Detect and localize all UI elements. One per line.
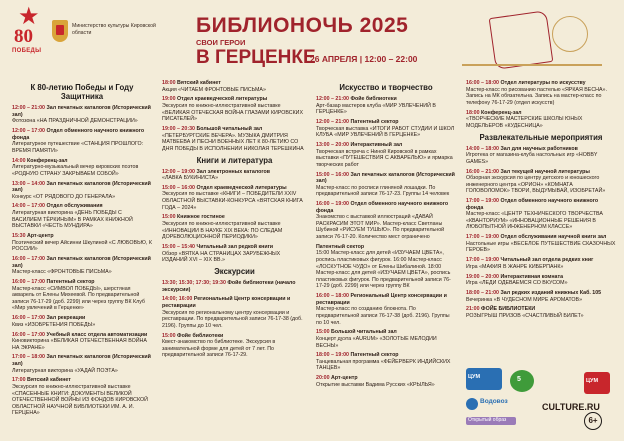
- event-description: Игра «МАФИЯ В ЖАНРЕ КИБЕРПАНК»: [466, 263, 564, 270]
- event-time: 13:00 – 20:00: [316, 141, 349, 148]
- event-time: 17:00 – 19:00: [466, 234, 499, 241]
- event-description: Обзорная экскурсия по центру детского и юношеского инженерного центра «ОРИОН» «КОМНАТА ГОЛОВОЛОМОК» ТВОРИ, ВЫДУМЫВАЙ, ИЗОБРЕТАЙ»: [466, 175, 606, 195]
- partner-logo: [510, 370, 534, 392]
- event-description: Квест-знакомство по библиотеке. Экскурсия в занимательной форме для детей от 7 лет. По предварительной записи 76-17-29.: [162, 339, 276, 359]
- event-item: [162, 214, 307, 240]
- event-time: 12:00 – 21:00: [12, 105, 45, 111]
- event-time: 15:30: [12, 233, 26, 240]
- event-item: [162, 126, 307, 152]
- event-time: 15:00: [162, 332, 176, 339]
- event-place: Отдел обслуживания научной книги зал: [500, 234, 607, 241]
- event-place: Зал печатных каталогов (Исторический зал): [12, 256, 151, 269]
- event-place: Конференц-зал: [481, 109, 522, 116]
- event-time: 19:00: [162, 96, 176, 103]
- event-item: [466, 80, 616, 106]
- event-item: [12, 279, 152, 312]
- event-description: Экскурсия по книжно-иллюстративной выставке «СПАСЕННЫЕ КНИГИ: ДОКУМЕНТЫ ВЕЛИКОЙ ОТЕЧЕСТВЕННОЙ ВОЙНЫ ИЗ ФОНДОВ КИРОВСКОЙ ОБЛАСТНОЙ НАУЧНОЙ БИБЛИОТЕКИ ИМ. А. И. ГЕРЦЕНА»: [12, 384, 148, 417]
- event-datetime: 26 АПРЕЛЯ | 12:00 – 22:00: [310, 54, 418, 64]
- event-place: Отдел краеведческой литературы: [177, 96, 268, 103]
- event-time: 16:00 – 18:00: [316, 293, 349, 300]
- event-item: [12, 332, 152, 352]
- event-place: Отдел обменного научного книжного фонда: [316, 201, 449, 214]
- event-item: [316, 142, 456, 168]
- event-time: 20:00: [316, 375, 330, 382]
- ministry-text: Министерство культуры Кировской области: [72, 23, 156, 36]
- partner-logo-text: 5: [517, 376, 521, 383]
- event-item: [12, 315, 152, 328]
- event-description: Мастер-класс по росписи глиняной лошадки. По предварительной записи 76-17-23. Группы 14 человек: [316, 184, 450, 198]
- event-place: Фойе библиотеки (начало экскурсии): [162, 279, 296, 293]
- event-item: [162, 96, 307, 122]
- event-item: [316, 172, 456, 198]
- event-time: 15:00 – 16:00: [162, 184, 195, 191]
- event-item: [316, 293, 456, 326]
- event-place: Отдел обменного научного книжного фонда: [466, 198, 599, 211]
- event-item: [162, 185, 307, 211]
- event-item: [316, 352, 456, 372]
- event-time: 12:00 – 19:00: [162, 168, 195, 175]
- event-place: Патентный сектор: [316, 243, 365, 250]
- star-icon: ★: [18, 3, 40, 30]
- event-description: Киновикторина «ВЕЛИКАЯ ОТЕЧЕСТВЕННАЯ ВОЙНА НА ЭКРАНЕ»: [12, 338, 147, 351]
- logo-80-number: 80: [14, 26, 33, 47]
- event-description: Игра «ЛЕДИ ОДЕВАЕМСЯ СО ВКУСОМ»: [466, 280, 568, 287]
- event-time: 16:00 – 21:00: [466, 168, 499, 175]
- event-time: 15:00: [162, 214, 176, 221]
- event-place: Зал печатных каталогов (Исторический зал): [12, 354, 151, 368]
- event-place: Зал электронных каталогов: [196, 168, 270, 175]
- event-description: Мастер-класс по созданию блокнота. По предварительной записи 76-17-38 (доб. 2196). Группы по 10 чел.: [316, 306, 450, 326]
- event-time: 16:00 – 17:00: [12, 278, 45, 285]
- event-description: Творческая выставка «ИТОГИ РАБОТ СТУДИИ И ШКОЛ КЛУБА «МИР УВЛЕЧЕНИЙ В ГЕРЦЕНКЕ»: [316, 125, 455, 139]
- event-place: Отдел обслуживания: [46, 203, 103, 210]
- event-place: Патентный сектор: [350, 118, 399, 125]
- event-place: Зал текущей научной литературы: [500, 168, 590, 175]
- ministry-logo: [52, 20, 160, 50]
- event-item: [316, 244, 456, 290]
- event-description: Знакомство с выставкой иллюстраций «ДАВАЙ РАСКРАСИМ ЭТОТ МИР». Мастер-класс Светланы Шубиной «РИСУЕМ ТУШЬЮ». По предварительной записи 76-17-20. Количество мест ограничено: [316, 214, 445, 241]
- logo-80-word: ПОБЕДЫ: [12, 48, 42, 54]
- event-description: Мастер-класс по рисованию пастелью «ЯРКАЯ ВЕСНА». Запись на МК обязательна. Запись на мастер-класс по телефону 76-17-29 (отдел искусств): [466, 86, 607, 106]
- event-item: [466, 110, 616, 130]
- event-item: [12, 377, 152, 417]
- event-item: [12, 128, 152, 154]
- event-place: Зал редких изданий книжных Каб. 105: [500, 289, 602, 296]
- event-list: [466, 146, 616, 320]
- event-time: 15:00 – 15:40: [162, 244, 195, 250]
- event-time: 17:00 – 19:00: [466, 257, 499, 264]
- event-place: Патентный сектор: [350, 352, 399, 359]
- event-description: Мастер-класс «СИМВОЛ ПОБЕДЫ», шерстяная акварель от Елены Михеевой. По предварительной записи 76-17-29 (доб. 2299) или через группу ВК Клуб «Мир увлечений в Герценке»: [12, 285, 145, 312]
- event-place: Отдел литературы по искусству: [500, 80, 586, 86]
- event-description: Экскурсия по книжно-иллюстративной выставке «ВЕЛИКАЯ ОТЕЧЕСКАЯ ВОЙНА ГЛАЗАМИ КИРОВСКИХ ПИСАТЕЛЕЙ»: [162, 102, 303, 123]
- event-list: [162, 80, 307, 152]
- event-place: Вятский кабинет: [177, 80, 221, 86]
- event-description: «ПЕТЕРБУРГСКИЕ ВЕЧЕРА». МУЗЫКА ДМИТРИЯ МАТВЕЕВА И ПЕСНИ ВОЕННЫХ ЛЕТ К 80-ЛЕТИЮ СО ДНЯ ПОБЕДЫ В ИСПОЛНЕНИИ НИКОЛАЯ ТЕРЕШКИНА: [162, 132, 304, 152]
- section-title: Развлекательные мероприятия: [479, 132, 603, 142]
- event-time: 14:00; 16:00: [162, 296, 193, 303]
- event-time: 16:00 – 19:00: [316, 201, 349, 208]
- event-item: [162, 280, 307, 293]
- event-item: [162, 296, 307, 329]
- event-description: Литературно-музыкальный вечер кировских поэтов «РОДНУЮ СТРАНУ ЗАКРЫВАЕМ СОБОЙ»: [12, 164, 139, 177]
- event-description: 15:00 Мастер-класс для детей «ИЗУЧАЕМ ЦВЕТА», роспись пластиковых фигурок. 16:00 Мастер-класс «ЛОСКУТНОЕ ЧУДО» от Елены Шибалиной. 18:00 Мастер-класс для детей «ИЗУЧАЕМ ЦВЕТА», роспись пластиковых фигурок. По предварительной записи 76-17-29 (доб. 2299) или через группу ВК: [316, 250, 451, 290]
- event-time: 15:00 – 16:00: [316, 171, 349, 178]
- event-description: «ЛАВКА БУКИНИСТА»: [162, 175, 219, 182]
- event-item: [466, 146, 616, 166]
- partner-logo: [466, 368, 502, 390]
- event-time: 14:00 – 18:00: [466, 145, 499, 152]
- event-item: [12, 256, 152, 276]
- event-place: Книжное гостиное: [177, 214, 225, 221]
- event-description: Настольные игры «ВЕСЕЛОЕ ПУТЕШЕСТВИЕ СКАЗОЧНЫХ ГЕРОЕВ»: [466, 240, 616, 254]
- event-time: 12:00 – 21:00: [316, 118, 349, 125]
- event-time: 14:00: [12, 157, 26, 164]
- event-time: 14:00 – 17:00: [12, 203, 45, 210]
- event-place: Интерактивный зал: [350, 141, 403, 148]
- partner-logo-text: ЦУМ: [586, 378, 599, 384]
- city-title: В ГЕРЦЕНКЕ: [196, 47, 316, 68]
- event-description: Вечеринка «В ЧУДЕСНОМ МИРЕ АРОМАТОВ»: [466, 296, 583, 303]
- event-time: 16:00 – 17:00: [12, 331, 45, 338]
- event-description: Поэтический вечер Айсинни Шкулиной «С ЛЮБОВЬЮ, К РОССИИ»: [12, 239, 152, 253]
- event-time: 18:00: [162, 80, 176, 86]
- event-place: Интерактивная комната: [500, 273, 564, 280]
- event-time: 18:00: [466, 109, 480, 116]
- event-description: «ТВОРЧЕСКИЕ МАСТЕРСКИЕ ШКОЛЫ ЮНЫХ МОДЕЛЬЕРОВ «КУДЕСНИЦА»: [466, 116, 583, 129]
- event-place: Фойе библиотеки: [350, 96, 397, 102]
- event-description: Фотозона «НА ПРАЗДНИЧНОЙ ДЕМОНСТРАЦИИ»: [12, 118, 138, 125]
- event-time: 17:00 – 19:00: [466, 198, 499, 205]
- event-item: [316, 201, 456, 241]
- event-place: Читальный зал отдела редких книг: [500, 257, 594, 264]
- page-title: БИБЛИОНОЧЬ 2025: [196, 14, 409, 37]
- vodovoz-icon: [466, 398, 478, 410]
- event-place: Зал печатных каталогов (Исторический зал): [12, 105, 151, 118]
- event-place: Отдел обменного научного книжного фонда: [12, 127, 145, 141]
- culture-ru-logo: CULTURE.RU: [542, 402, 600, 412]
- event-item: [316, 329, 456, 349]
- column-victory: [12, 80, 152, 420]
- event-place: ФОЙЕ БИБЛИОТЕКИ: [481, 306, 536, 313]
- event-description: РОЗЫГРЫШ ПРИЗОВ «СЧАСТЛИВЫЙ БИЛЕТ»: [466, 312, 584, 319]
- column-art: [316, 80, 456, 392]
- event-item: [316, 375, 456, 388]
- event-description: Экскурсия по региональному центру консервации и реставрации. По предварительной записи 76-17-38 (доб. 2196). Группы до 10 чел.: [162, 309, 303, 329]
- event-description: Концерт дуэта «AURUM» «ЗОЛОТЫЕ МЕЛОДИИ ВЕСНЫ»: [316, 335, 437, 349]
- event-item: [466, 234, 616, 254]
- event-time: 16:00 – 18:00: [466, 80, 499, 86]
- divider: [462, 64, 602, 66]
- event-item: [12, 203, 152, 229]
- event-item: [12, 354, 152, 374]
- event-item: [162, 80, 307, 93]
- event-item: [162, 333, 307, 359]
- event-place: Зал для научных работников: [500, 145, 578, 152]
- partner-logo-text: Водовоз: [480, 398, 508, 405]
- event-place: Конференц-зал: [27, 157, 68, 164]
- event-time: 16:00 – 17:00: [12, 256, 45, 262]
- section-title: Экскурсии: [214, 266, 255, 276]
- event-place: Арт-центр: [331, 375, 358, 382]
- event-description: Мастер-класс «ЦЕНТР ТЕХНИЧЕСКОГО ТВОРЧЕСТВА «КВАНТОРИУМ» «ИННОВАЦИОННЫЕ РЕШЕНИЯ В ЛЮБОПЫТНОЙ ИНЖЕНЕРНОМ КЛАССЕ»: [466, 211, 603, 231]
- event-description: Экскурсия по выставке «КНИГИ – ПОБЕДИТЕЛИ XXIV ОБЛАСТНОЙ ВЫСТАВКИ-КОНКУРСА «ВЯТСКАЯ КНИГА ГОДА – 2024»: [162, 191, 303, 211]
- event-item: [316, 96, 456, 116]
- partner-logos: [466, 368, 616, 438]
- header: [0, 0, 624, 80]
- section-title: Искусство и творчество: [339, 83, 433, 92]
- event-item: [12, 233, 152, 253]
- event-place: Региональный Центр консервации и реставрации: [316, 293, 447, 306]
- event-place: Патентный сектор: [46, 278, 95, 285]
- event-item: [466, 274, 616, 287]
- section-title: Книги и литература: [196, 155, 273, 165]
- event-list: [466, 80, 616, 129]
- event-place: Учебный класс отдела автоматизации: [46, 331, 148, 338]
- event-time: 12:00 – 17:00: [12, 127, 45, 134]
- event-item: [12, 105, 152, 125]
- event-description: Литературная викторина «ДЕНЬ ПОБЕДЫ С ВАСИЛИЕМ ТЁРКИНЫМ» В РАМКАХ КНИЖНОЙ ВЫСТАВКИ «ЧЕСТЬ МУНДИРА»: [12, 210, 133, 230]
- event-place: Зал рекреации: [46, 315, 86, 322]
- event-place: Читальный зал редкой книги: [196, 244, 274, 250]
- event-time: 12:00 – 21:00: [316, 96, 349, 102]
- event-place: Большой читальный зал: [331, 329, 397, 336]
- subtitle: СВОИ ГЕРОИ: [196, 38, 246, 47]
- age-rating-badge: 6+: [584, 412, 602, 430]
- event-place: Большой читальный зал: [196, 125, 263, 132]
- event-place: Фойе библиотеки: [177, 332, 224, 339]
- event-time: 18:00 – 19:00: [316, 352, 349, 359]
- event-time: 19:00 – 20:00: [466, 273, 499, 280]
- coat-of-arms-icon: [52, 20, 68, 42]
- event-item: [466, 257, 616, 270]
- event-description: Экскурсия по книжно-иллюстративной выставке «ИННОВАЦИИ В НАУКЕ XIX ВЕКА: ПО СЛЕДАМ ДОРЕВОЛЮЦИОННОЙ ПЕРИОДИКИ»: [162, 221, 283, 241]
- partner-logo: [466, 417, 516, 425]
- event-place: Арт-центр: [27, 233, 54, 240]
- event-list: [12, 105, 152, 417]
- event-description: Творческая встреча с Ниной Кировской в рамках выставки «ПУТЕШЕСТВИЯ С АКВАРЕЛЬЮ» и ярмарка творческих работ: [316, 148, 453, 168]
- event-item: [466, 290, 616, 303]
- section-title: К 80-летию Победы и Году Защитника: [30, 83, 134, 101]
- event-description: Литературное путешествие «СТАНЦИЯ ПРОШЛОГО: ВРЕМЯ ПАМЯТИ»: [12, 141, 144, 154]
- event-place: Вятский кабинет: [27, 377, 71, 384]
- event-item: [162, 244, 307, 264]
- event-description: Литературная викторина «УАДАЙ ПОЭТА»: [12, 367, 118, 374]
- event-place: Зал печатных каталогов (Исторический зал): [316, 171, 455, 185]
- event-time: 19:00 – 20:30: [162, 125, 195, 132]
- event-description: Открытие выставки Вадима Русских «КРЫЛЬЯ»: [316, 381, 435, 388]
- decorative-illustration: [452, 6, 612, 78]
- event-description: Арт-базар мастеров клуба «МИР УВЛЕЧЕНИЙ В ГЕРЦЕНКЕ»: [316, 102, 436, 116]
- event-item: [12, 158, 152, 178]
- event-description: Акция «ЧИТАЕМ ФРОНТОВЫЕ ПИСЬМА»: [162, 86, 266, 93]
- event-description: Конкурс «ОТ РЯДОВОГО ДО ГЕНЕРАЛА»: [12, 193, 116, 200]
- event-time: 18:00 – 21:00: [466, 289, 499, 296]
- event-description: Квиз «ИЗОБРЕТЕНИЯ ПОБЕДЫ»: [12, 321, 96, 328]
- event-description: Игротека от магазина-клуба настольных игр «HOBBY GAMES»: [466, 152, 598, 165]
- event-list: [162, 280, 307, 359]
- event-time: 15:00: [316, 329, 330, 336]
- event-time: 17:00 – 18:00: [12, 354, 45, 361]
- event-list: [162, 169, 307, 264]
- event-time: 21:00: [466, 306, 480, 313]
- partner-logo: [584, 372, 610, 394]
- event-place: Региональный Центр консервации и реставрации: [162, 296, 291, 309]
- partner-logo-text: Открытый образ: [468, 417, 507, 423]
- event-place: Отдел краеведческой литературы: [196, 184, 287, 191]
- partner-logo-text: ЦУМ: [468, 374, 481, 380]
- event-item: [466, 198, 616, 231]
- event-description: Обзор «ВЯТКА НА СТРАНИЦАХ ЗАРУБЕЖНЫХ ИЗДАНИЙ XVI – XIX ВВ.»: [162, 250, 281, 264]
- event-item: [466, 169, 616, 195]
- column-entertainment: [466, 80, 616, 323]
- event-time: 13:00 – 14:00: [12, 180, 45, 187]
- event-item: [162, 169, 307, 182]
- event-item: [466, 306, 616, 319]
- column-books: [162, 80, 307, 362]
- event-time: 13:30; 15:30; 17:30; 19:30: [162, 279, 226, 286]
- event-time: 17:00: [12, 377, 26, 384]
- victory-80-logo: [12, 5, 46, 67]
- event-place: Зал печатных каталогов (Исторический зал): [12, 180, 151, 194]
- spiral-decoration: [552, 16, 588, 52]
- event-time: 16:00 – 17:00: [12, 315, 45, 322]
- event-description: Мастер-класс «ФРОНТОВЫЕ ПИСЬМА»: [12, 269, 112, 276]
- event-description: Танцевальная программа «ФЕЙЕРВЕРК ИНДИЙСКИХ ТАНЦЕВ»: [316, 358, 451, 372]
- event-item: [12, 181, 152, 201]
- book-icon: [489, 10, 554, 70]
- event-item: [316, 119, 456, 139]
- event-list: [316, 96, 456, 388]
